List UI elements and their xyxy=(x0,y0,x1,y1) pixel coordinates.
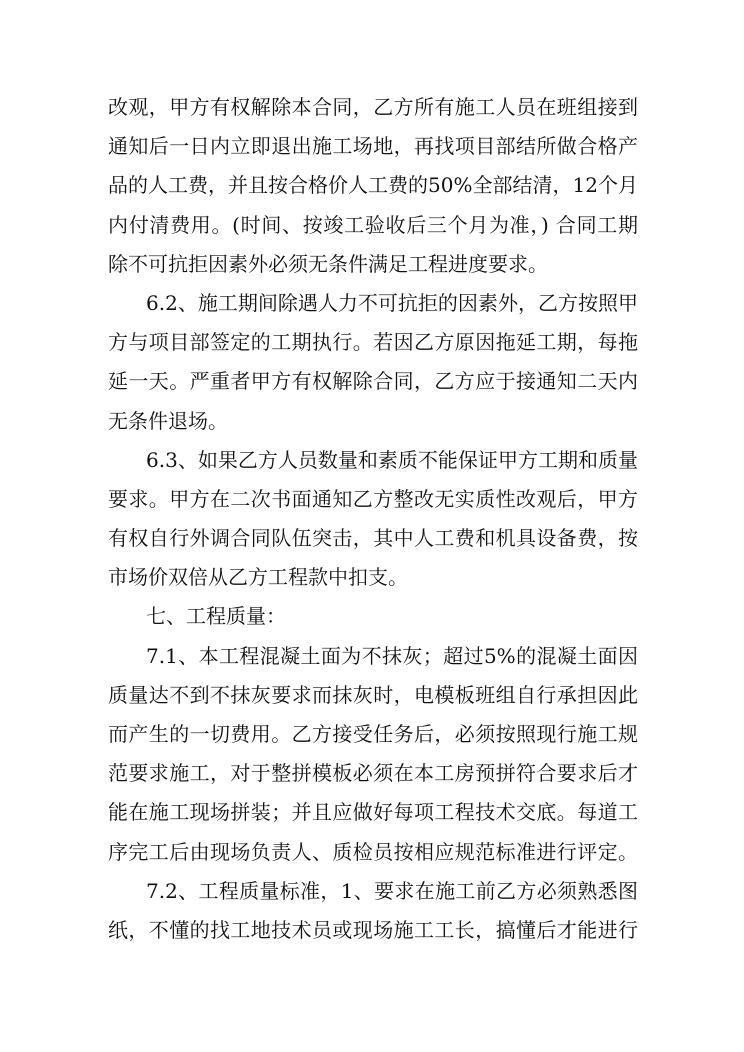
text-line: 延一天。严重者甲方有权解除合同，乙方应于接通知二天内 xyxy=(108,369,638,394)
text-line: 除不可抗拒因素外必须无条件满足工程进度要求。 xyxy=(108,251,548,276)
text-line: 范要求施工，对于整拼模板必须在本工房预拼符合要求后才 xyxy=(108,761,638,786)
text-line: 质量达不到不抹灰要求而抹灰时，电模板班组自行承担因此 xyxy=(108,682,638,707)
text-line: 序完工后由现场负责人、质检员按相应规范标准进行评定。 xyxy=(108,839,638,864)
section-7-heading: 七、工程质量： xyxy=(146,604,286,629)
clause-7-2-line: 7.2、工程质量标准，1、要求在施工前乙方必须熟悉图 xyxy=(146,878,638,903)
text-line: 有权自行外调合同队伍突击，其中人工费和机具设备费，按 xyxy=(108,526,638,551)
text-line: 内付清费用。(时间、按竣工验收后三个月为准，) 合同工期 xyxy=(108,212,638,237)
text-line: 而产生的一切费用。乙方接受任务后，必须按照现行施工规 xyxy=(108,722,638,746)
text-line: 方与项目部签定的工期执行。若因乙方原因拖延工期，每拖 xyxy=(108,330,638,355)
text-line: 品的人工费，并且按合格价人工费的50%全部结清，12个月 xyxy=(108,173,638,198)
text-line: 要求。甲方在二次书面通知乙方整改无实质性改观后，甲方 xyxy=(108,486,638,511)
clause-6-3-line: 6.3、如果乙方人员数量和素质不能保证甲方工期和质量 xyxy=(146,447,638,472)
text-line: 无条件退场。 xyxy=(108,408,228,433)
contract-text-body xyxy=(108,88,638,950)
clause-6-2-line: 6.2、施工期间除遇人力不可抗拒的因素外，乙方按照甲 xyxy=(146,290,638,315)
text-line: 能在施工现场拼装；并且应做好每项工程技术交底。每道工 xyxy=(108,800,638,825)
text-line: 市场价双倍从乙方工程款中扣支。 xyxy=(108,565,408,590)
clause-7-1-line: 7.1、本工程混凝土面为不抹灰；超过5%的混凝土面因 xyxy=(146,643,638,668)
text-line: 通知后一日内立即退出施工场地，再找项目部结所做合格产 xyxy=(108,134,638,159)
text-line: 纸，不懂的找工地技术员或现场施工工长，搞懂后才能进行 xyxy=(108,917,638,942)
text-line: 改观，甲方有权解除本合同，乙方所有施工人员在班组接到 xyxy=(108,95,638,119)
